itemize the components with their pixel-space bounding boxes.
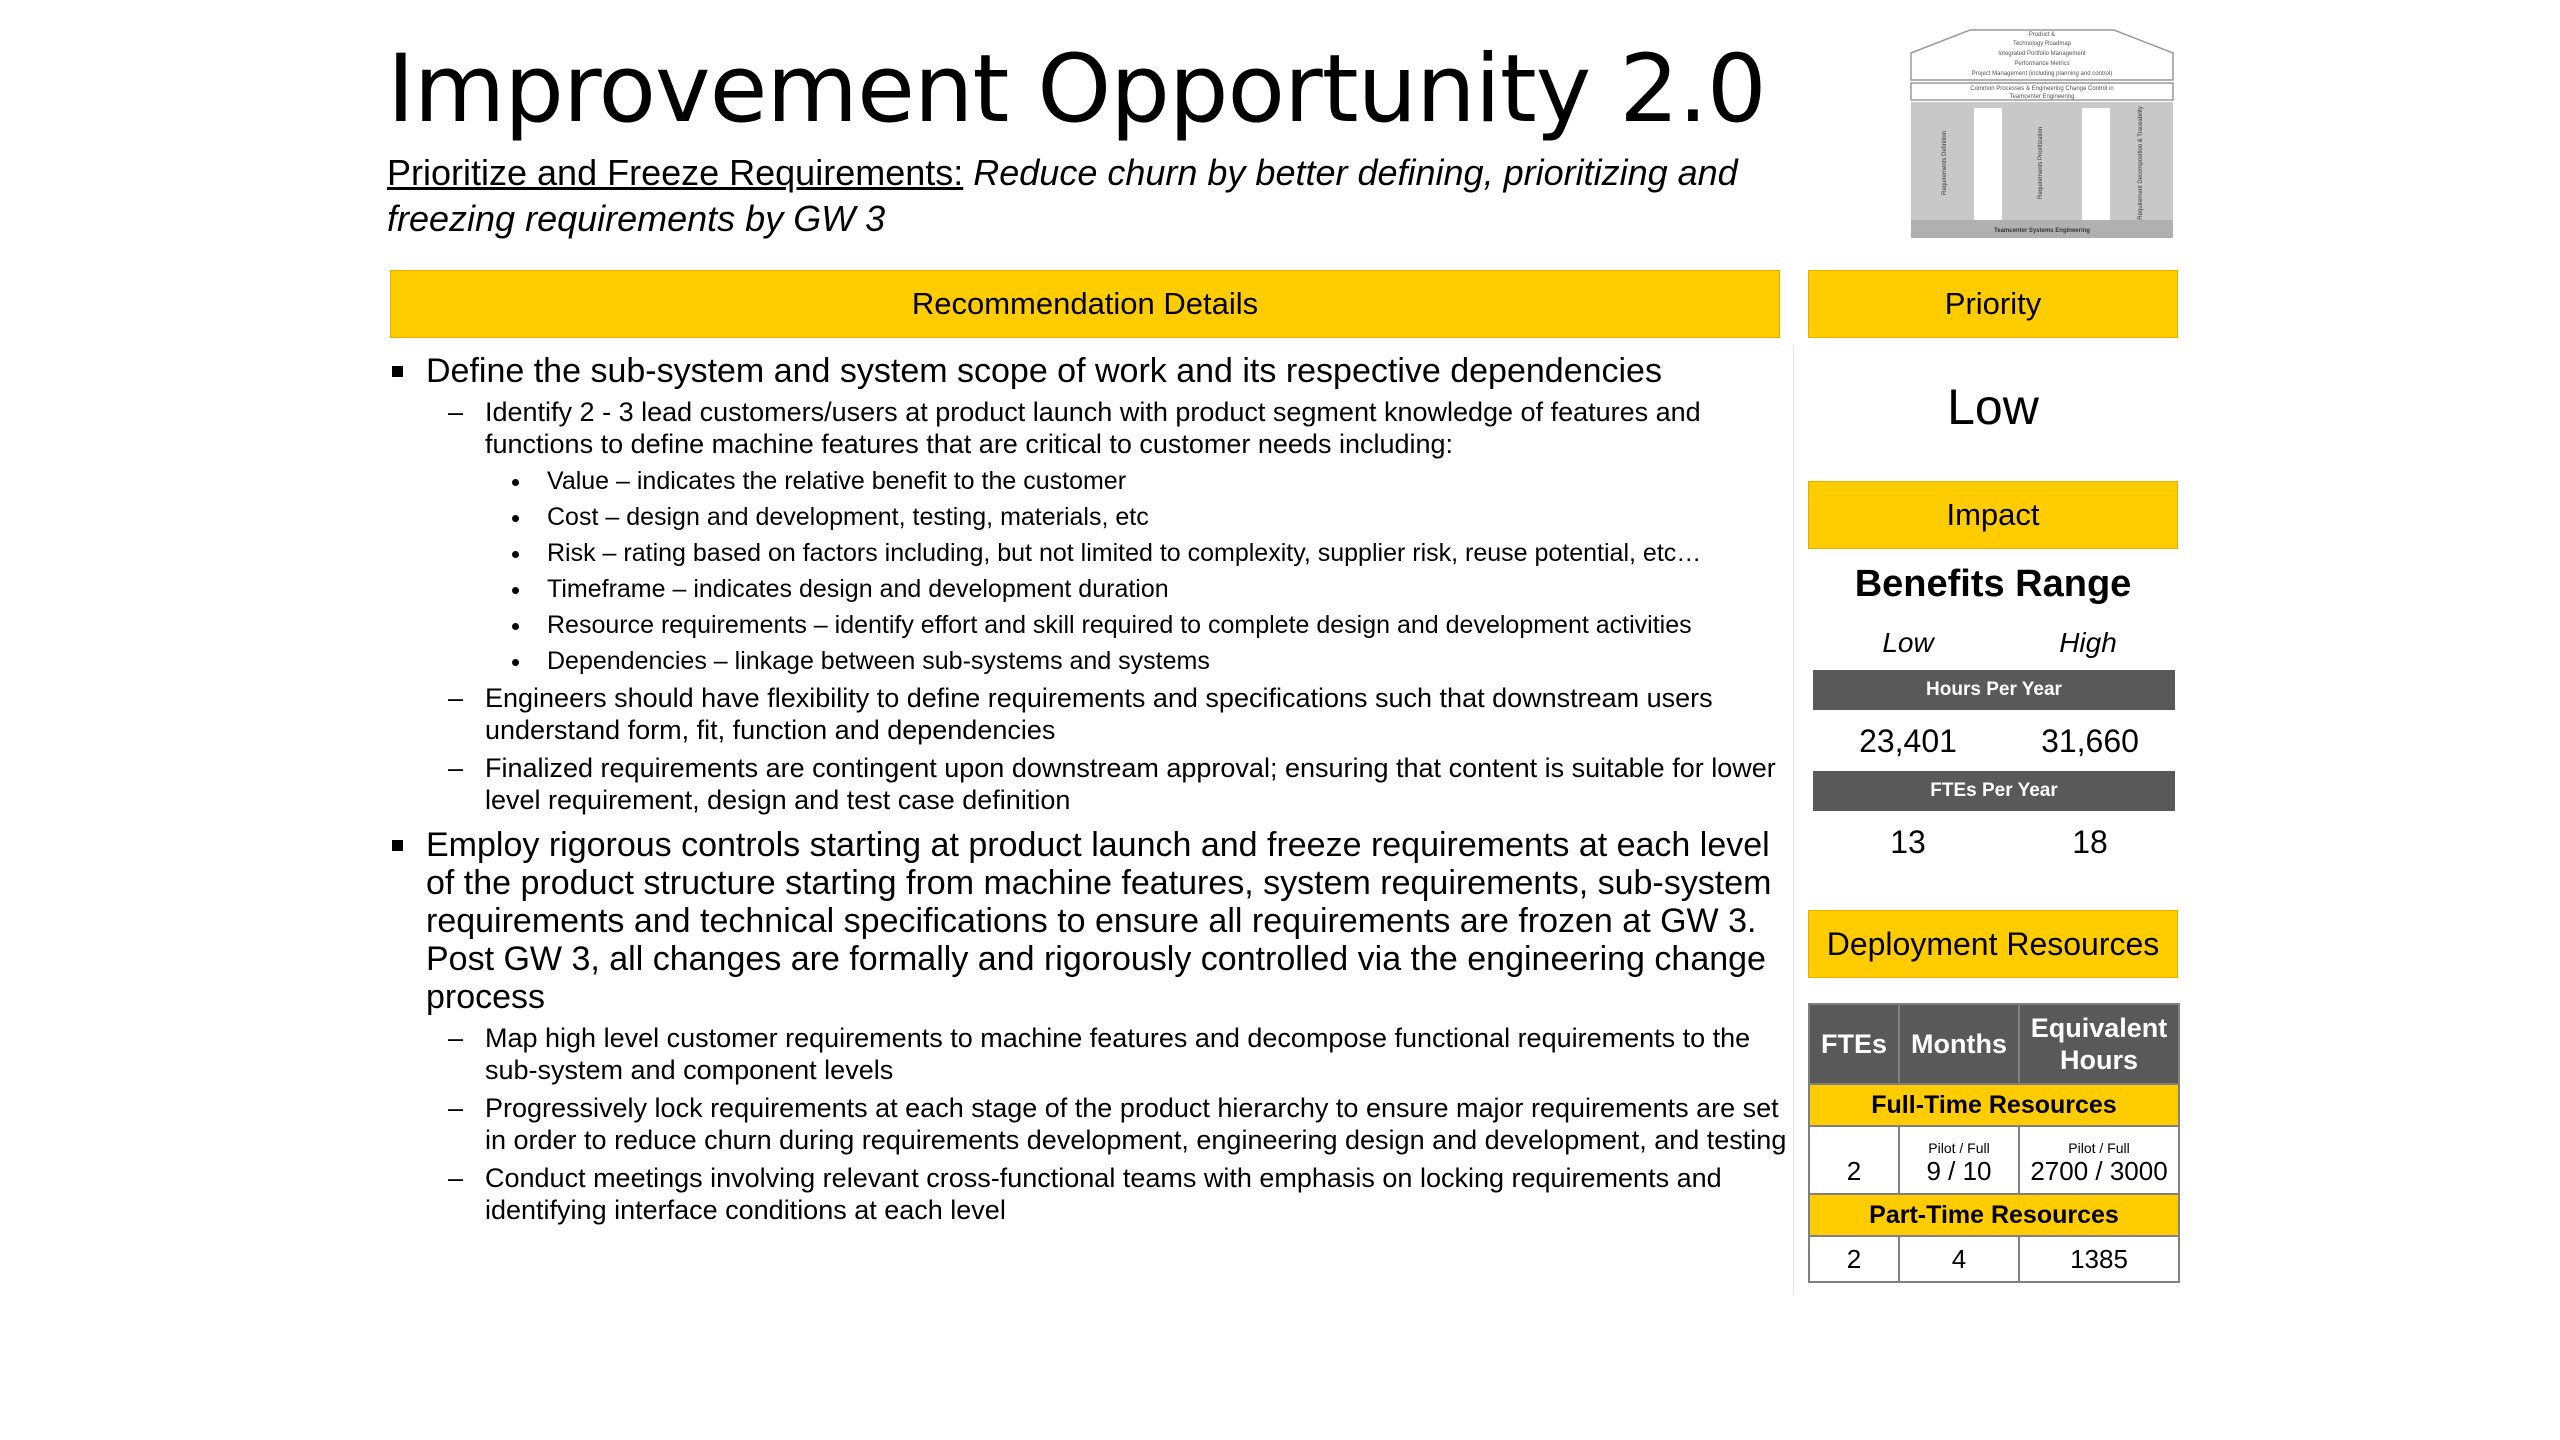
benefits-high-label: High — [2059, 627, 2117, 658]
ftes-per-year-bar: FTEs Per Year — [1813, 771, 2175, 811]
house-roof-line: Integrated Portfolio Management — [1998, 51, 2086, 57]
col-header-ftes: FTEs — [1809, 1004, 1899, 1084]
ft-hours-value: 2700 / 3000 — [2030, 1156, 2168, 1186]
criteria-item-cost: Cost – design and development, testing, materials, etc — [390, 502, 1790, 532]
house-pillar-label: Requirements Prioritization — [2038, 126, 2044, 200]
hours-low-value: 23,401 — [1859, 723, 1957, 759]
impact-header: Impact — [1808, 481, 2178, 549]
criteria-item-resources: Resource requirements – identify effort and skill required to complete design and development activities — [390, 610, 1790, 640]
criteria-item-risk: Risk – rating based on factors including, but not limited to complexity, supplier risk, reuse potential, etc… — [390, 538, 1790, 568]
table-row — [1809, 1126, 2179, 1194]
col-header-hours: Hours — [2059, 1045, 2138, 1075]
criteria-item-timeframe: Timeframe – indicates design and development duration — [390, 574, 1790, 604]
sub-bullet-identify-customers: – Identify 2 - 3 lead customers/users at product launch with product segment knowledge of features and functions to define machine features that are critical to customer needs including: — [390, 396, 1790, 460]
sub-bullet-engineers-flexibility: – Engineers should have flexibility to define requirements and specifications such that downstream users understand form, fit, function and dependencies — [390, 682, 1790, 746]
sub-bullet-finalized-requirements: – Finalized requirements are contingent upon downstream approval; ensuring that content is suitable for lower level requirement, design and test case definition — [390, 752, 1790, 816]
benefits-range-title: Benefits Range — [1854, 563, 2132, 605]
deployment-resources-table — [1808, 1003, 2180, 1283]
ft-months-cell — [1899, 1126, 2019, 1194]
recommendation-details-header: Recommendation Details — [390, 270, 1780, 338]
pt-months-cell: 4 — [1899, 1236, 2019, 1282]
house-pillar-label: Requirements Definition — [1942, 130, 1948, 196]
criteria-item-dependencies: Dependencies – linkage between sub-systems and systems — [390, 646, 1790, 676]
subtitle-lead: Prioritize and Freeze Requirements: — [387, 152, 964, 193]
sub-bullet-map-requirements: – Map high level customer requirements to machine features and decompose functional requirements to the sub-system and component levels — [390, 1022, 1790, 1086]
pt-hours-cell: 1385 — [2019, 1236, 2179, 1282]
house-roof-line: Technology Roadmap — [2012, 41, 2072, 47]
ftes-low-value: 13 — [1890, 824, 1926, 860]
ft-ftes-cell: 2 — [1809, 1126, 1899, 1194]
bullet-rigorous-controls: Employ rigorous controls starting at product launch and freeze requirements at each level of the product structure starting from machine features, system requirements, sub-system requirements and technical specifications to ensure all requirements are frozen at GW 3. Post GW 3, all changes are formally and rigorously controlled via the engineering change process — [390, 826, 1790, 1016]
table-row — [1809, 1236, 2179, 1282]
sub-bullet-lock-requirements: – Progressively lock requirements at each stage of the product hierarchy to ensure major requirements are set in order to reduce churn during requirements development, engineering design and development, and testing — [390, 1092, 1790, 1156]
ft-months-value: 9 / 10 — [1926, 1156, 1992, 1186]
priority-value: Low — [1947, 379, 2039, 435]
ftes-high-value: 18 — [2072, 824, 2108, 860]
house-gap — [2082, 108, 2110, 220]
column-divider — [1793, 345, 1794, 1295]
house-roof-line: Project Management (including planning and control) — [1971, 71, 2113, 77]
house-roof-line: Product & — [2028, 32, 2056, 38]
house-gap — [1974, 108, 2002, 220]
hours-per-year-bar: Hours Per Year — [1813, 670, 2175, 710]
page-title: Improvement Opportunity 2.0 — [387, 35, 1766, 144]
criteria-item-value: Value – indicates the relative benefit to the customer — [390, 466, 1790, 496]
pilot-full-note: Pilot / Full — [1928, 1140, 1990, 1156]
part-time-resources-label: Part-Time Resources — [1809, 1194, 2179, 1236]
col-header-equivalent-hours — [2019, 1004, 2179, 1084]
full-time-resources-label: Full-Time Resources — [1809, 1084, 2179, 1126]
pt-ftes-cell: 2 — [1809, 1236, 1899, 1282]
col-header-equivalent: Equivalent — [2030, 1013, 2168, 1043]
deployment-resources-header: Deployment Resources — [1808, 910, 2178, 978]
house-base-label: Teamcenter Systems Engineering — [1994, 228, 2090, 234]
sub-bullet-conduct-meetings: – Conduct meetings involving relevant cross-functional teams with emphasis on locking requirements and identifying interface conditions at each level — [390, 1162, 1790, 1226]
bullet-define-scope: Define the sub-system and system scope of work and its respective dependencies — [390, 352, 1790, 390]
house-beam-line: Teamcenter Engineering — [2009, 94, 2075, 100]
house-beam-line: Common Processes & Engineering Change Control in — [1970, 86, 2114, 92]
priority-header: Priority — [1808, 270, 2178, 338]
recommendation-details-body — [390, 352, 1790, 1232]
pilot-full-note: Pilot / Full — [2068, 1140, 2130, 1156]
page-subtitle — [387, 150, 1817, 242]
framework-house-diagram — [1910, 28, 2174, 240]
house-roof-line: Performance Metrics — [2014, 61, 2070, 67]
hours-high-value: 31,660 — [2041, 723, 2139, 759]
col-header-months: Months — [1899, 1004, 2019, 1084]
subtitle-description: Reduce churn by better defining, prioritizing and freezing requirements by GW 3 — [387, 152, 1738, 239]
ft-hours-cell — [2019, 1126, 2179, 1194]
house-pillar-label: Requirement Decomposition & Traceability — [2138, 106, 2144, 220]
benefits-low-label: Low — [1882, 627, 1934, 658]
